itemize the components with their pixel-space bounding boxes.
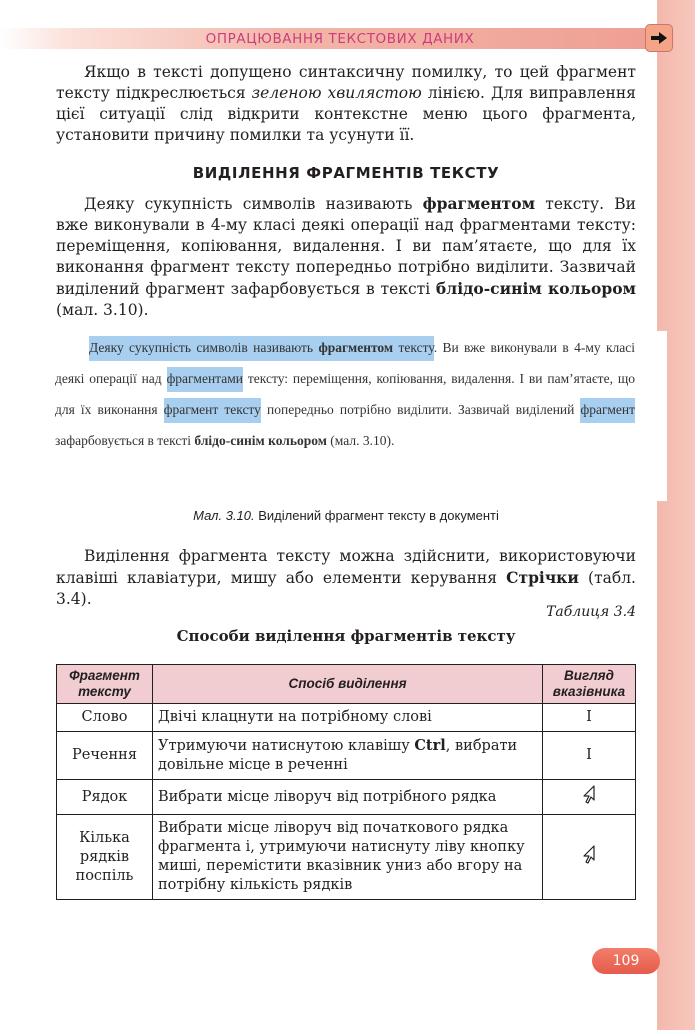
highlight-2: фрагментами	[166, 371, 243, 386]
method-text-end: , вибрати довільне місце в реченні	[158, 738, 518, 773]
section-text-1: Деяку сукупність символів називають	[84, 195, 423, 213]
table-title: Способи виділення фрагментів тексту	[176, 627, 516, 645]
cell-fragment: Слово	[57, 704, 153, 732]
sample-text-4: тексту: переміщення, копіювання, видалення. І ви пам’ятаєте, що для їх виконання	[55, 371, 635, 417]
key-name: Ctrl	[414, 737, 446, 754]
next-page-button[interactable]	[645, 24, 673, 52]
caption-label: Мал. 3.10.	[193, 508, 255, 523]
text-cursor-icon: I	[543, 704, 636, 732]
sample-text-2: . Ви вже виконували в 4-му класі деякі операції над	[55, 340, 635, 386]
section-text-2: тексту. Ви вже виконували в 4-му класі деякі операції над фрагментами тексту: переміщення, копіювання, видалення. І ви пам’ятаєте, що для їх виконання фрагмент тексту попередньо потрібно виділити. Зазвичай виділений фрагмент зафарбовується в тексті	[56, 195, 636, 298]
sample-selected-text	[55, 332, 635, 456]
table-label: Таблиця 3.4	[546, 604, 636, 620]
section-bold-2: блідо-синім кольором	[435, 279, 636, 298]
table-row	[57, 815, 636, 900]
page-number: 109	[592, 948, 660, 974]
cell-method: Двічі клацнути на потрібному слові	[153, 704, 543, 732]
section-text-end: (мал. 3.10).	[56, 301, 149, 319]
text-cursor-icon: I	[543, 732, 636, 780]
cell-fragment: Речення	[57, 732, 153, 780]
cell-fragment: Рядок	[57, 780, 153, 815]
arrow-right-icon	[650, 31, 668, 45]
highlight-3: фрагмент тексту	[163, 402, 261, 417]
table-row	[57, 780, 636, 815]
section-heading: ВИДІЛЕННЯ ФРАГМЕНТІВ ТЕКСТУ	[192, 164, 500, 182]
sample-text-9: (мал. 3.10).	[326, 433, 395, 448]
para2-text: Виділення фрагмента тексту можна здійснити, використовуючи клавіші клавіатури, мишу або елементи керування	[56, 547, 636, 587]
highlight-1	[89, 340, 434, 355]
sample-text-8: зафарбовується в тексті	[55, 433, 195, 448]
highlight-4: фрагмент	[580, 402, 635, 417]
header-pointer: Вигляд вказівника	[543, 665, 636, 704]
section-bold-1: фрагментом	[422, 194, 536, 213]
para2-end: (табл. 3.4).	[56, 569, 636, 608]
cell-method: Вибрати місце ліворуч від потрібного рядка	[153, 780, 543, 815]
table-row	[57, 704, 636, 732]
intro-text: Якщо в тексті допущено синтаксичну помилку, то цей фрагмент тексту підкреслюється	[56, 63, 636, 102]
sample-text-1: Деяку сукупність символів називають	[89, 340, 319, 355]
pointer-cell	[543, 780, 636, 815]
right-arrow-pointer-icon	[581, 784, 597, 804]
side-decoration	[657, 0, 695, 1030]
sample-bold-1: фрагментом	[318, 340, 394, 355]
pointer-cell	[543, 815, 636, 900]
section-paragraph	[56, 193, 636, 321]
header-fragment: Фрагмент тексту	[57, 665, 153, 704]
chapter-title: ОПРАЦЮВАННЯ ТЕКСТОВИХ ДАНИХ	[205, 31, 475, 47]
header-method: Спосіб виділення	[153, 665, 543, 704]
right-arrow-pointer-icon	[581, 844, 597, 864]
figure-caption	[56, 508, 636, 523]
sample-text-1-tail: тексту	[393, 340, 434, 355]
intro-paragraph	[56, 62, 636, 146]
table-header-row	[57, 665, 636, 704]
sample-text-6: попередньо потрібно виділити. Зазвичай виділений	[260, 402, 581, 417]
intro-text-end: лінією. Для виправлення цієї ситуації слід відкрити контекстне меню цього фрагмента, установити причину помилки та усунути її.	[56, 84, 636, 144]
sample-bold-2: блідо-синім кольором	[194, 433, 327, 448]
method-text: Утримуючи натиснутою клавішу	[158, 738, 415, 754]
caption-text: Виділений фрагмент тексту в документі	[254, 508, 499, 523]
intro-emphasis: зеленою хвилястою	[251, 84, 422, 102]
cell-method: Вибрати місце ліворуч від початкового рядка фрагмента і, утримуючи натиснуту ліву кнопку миші, перемістити вказівник униз або вгору на потрібну кількість рядків	[153, 815, 543, 900]
cell-fragment: Кілька рядків поспіль	[57, 815, 153, 900]
cell-method	[153, 732, 543, 780]
selection-paragraph	[56, 546, 636, 610]
para2-bold: Стрічки	[506, 568, 579, 587]
selection-methods-table	[56, 664, 636, 900]
side-notch	[657, 331, 667, 501]
table-row	[57, 732, 636, 780]
